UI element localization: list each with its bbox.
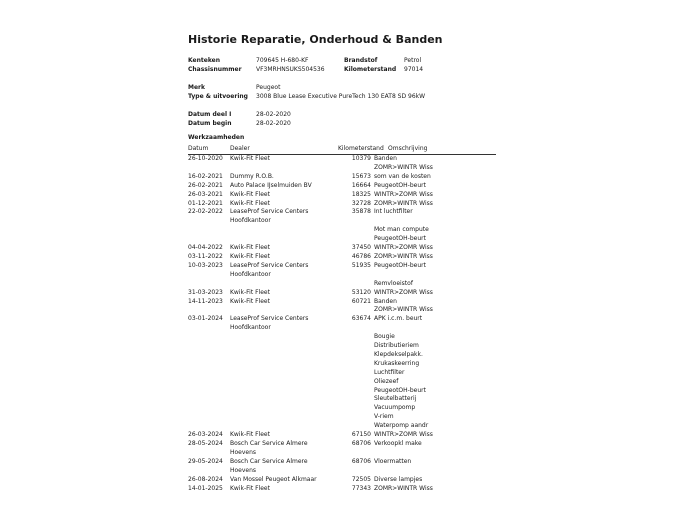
table-header bbox=[188, 144, 496, 155]
description-line: ZOMR>WINTR Wiss bbox=[374, 252, 433, 260]
kilometerstand-label: Kilometerstand bbox=[344, 66, 397, 73]
table-row bbox=[188, 476, 496, 485]
type-uitvoering-label: Type & uitvoering bbox=[188, 93, 248, 100]
row-km: 37450 bbox=[351, 244, 371, 252]
row-description bbox=[374, 440, 496, 449]
row-km: 46786 bbox=[351, 252, 371, 260]
table-row bbox=[188, 191, 496, 200]
row-date: 04-04-2022 bbox=[188, 244, 223, 252]
row-km: 16664 bbox=[351, 181, 371, 189]
table-row bbox=[188, 262, 496, 289]
row-date: 03-01-2024 bbox=[188, 315, 223, 323]
kilometerstand-value: 97014 bbox=[404, 66, 424, 73]
section-title: Werkzaamheden bbox=[188, 134, 245, 141]
description-line: Verkoopkl make bbox=[374, 440, 422, 447]
kenteken-value: 709645 H-680-KF bbox=[256, 57, 309, 64]
description-line: Krukaskeerring bbox=[374, 359, 420, 367]
row-km: 72505 bbox=[351, 475, 371, 483]
row-description bbox=[374, 262, 496, 289]
row-dealer: Kwik-Fit Fleet bbox=[230, 252, 270, 260]
row-description bbox=[374, 200, 496, 209]
description-line bbox=[374, 324, 496, 333]
row-km: 10379 bbox=[351, 155, 371, 162]
description-line: WINTR>ZOMR Wiss bbox=[374, 431, 433, 439]
datum-deel-label: Datum deel I bbox=[188, 111, 232, 118]
row-dealer: Van Mossel Peugeot Alkmaar bbox=[230, 475, 317, 483]
row-description bbox=[374, 244, 496, 253]
row-date: 22-02-2022 bbox=[188, 208, 223, 216]
description-line: Distributieriem bbox=[374, 342, 419, 350]
row-date: 10-03-2023 bbox=[188, 261, 223, 269]
description-line: Oliezeef bbox=[374, 377, 399, 385]
description-line bbox=[374, 217, 496, 226]
description-line: WINTR>ZOMR Wiss bbox=[374, 190, 433, 198]
table-row bbox=[188, 244, 496, 253]
row-dealer: LeaseProf Service Centers Hoofdkantoor bbox=[230, 315, 309, 332]
row-date: 28-05-2024 bbox=[188, 440, 223, 447]
row-date: 26-03-2021 bbox=[188, 190, 223, 198]
row-dealer: Dummy R.O.B. bbox=[230, 172, 274, 180]
row-dealer: Kwik-Fit Fleet bbox=[230, 297, 270, 305]
description-line: Mot man compute bbox=[374, 226, 429, 234]
row-date: 31-03-2023 bbox=[188, 288, 223, 296]
row-km: 35878 bbox=[351, 208, 371, 216]
row-description bbox=[374, 191, 496, 200]
table-row bbox=[188, 315, 496, 431]
row-dealer: Kwik-Fit Fleet bbox=[230, 199, 270, 207]
row-date: 29-05-2024 bbox=[188, 457, 223, 465]
description-line: Int luchtfilter bbox=[374, 208, 413, 216]
row-km: 60721 bbox=[351, 297, 371, 305]
kenteken-label: Kenteken bbox=[188, 57, 220, 64]
row-dealer: Bosch Car Service Almere Hoevens bbox=[230, 440, 308, 456]
row-date: 16-02-2021 bbox=[188, 172, 223, 180]
description-line: Remvloeistof bbox=[374, 279, 413, 287]
row-dealer: Kwik-Fit Fleet bbox=[230, 190, 270, 198]
row-km: 53120 bbox=[351, 288, 371, 296]
column-header-desc: Omschrijving bbox=[388, 145, 428, 152]
row-dealer: Kwik-Fit Fleet bbox=[230, 431, 270, 439]
table-row bbox=[188, 253, 496, 262]
row-date: 26-03-2024 bbox=[188, 431, 223, 439]
column-header-km: Kilometerstand bbox=[338, 145, 384, 152]
description-line: WINTR>ZOMR Wiss bbox=[374, 288, 433, 296]
column-header-date: Datum bbox=[188, 145, 209, 152]
description-line: Banden bbox=[374, 155, 397, 162]
row-dealer: Bosch Car Service Almere Hoevens bbox=[230, 457, 308, 474]
brandstof-value: Petrol bbox=[404, 57, 422, 64]
row-km: 77343 bbox=[351, 484, 371, 492]
column-header-dealer: Dealer bbox=[230, 145, 250, 152]
description-line: APK i.c.m. beurt bbox=[374, 315, 423, 323]
row-km: 51935 bbox=[351, 261, 371, 269]
row-date: 14-01-2025 bbox=[188, 484, 223, 492]
description-line: Waterpomp aandr bbox=[374, 422, 429, 430]
row-description bbox=[374, 315, 496, 431]
row-dealer: Kwik-Fit Fleet bbox=[230, 244, 270, 252]
table-row bbox=[188, 458, 496, 476]
merk-value: Peugeot bbox=[256, 84, 281, 91]
description-line: PeugeotOH-beurt bbox=[374, 235, 426, 243]
merk-label: Merk bbox=[188, 84, 205, 91]
row-date: 01-12-2021 bbox=[188, 199, 223, 207]
table-row bbox=[188, 155, 496, 173]
description-line: Bougie bbox=[374, 333, 395, 341]
table-row bbox=[188, 289, 496, 298]
description-line: Banden bbox=[374, 297, 397, 305]
row-date: 26-02-2021 bbox=[188, 181, 223, 189]
description-line: PeugeotOH-beurt bbox=[374, 181, 426, 189]
description-line: Vloermatten bbox=[374, 457, 412, 465]
row-km: 63674 bbox=[351, 315, 371, 323]
datum-begin-value: 28-02-2020 bbox=[256, 120, 291, 127]
row-date: 26-10-2020 bbox=[188, 155, 223, 162]
row-description bbox=[374, 155, 496, 173]
description-line: ZOMR>WINTR Wiss bbox=[374, 199, 433, 207]
table-row bbox=[188, 431, 496, 440]
datum-begin-label: Datum begin bbox=[188, 120, 232, 127]
row-dealer: Kwik-Fit Fleet bbox=[230, 288, 270, 296]
description-line: som van de kosten bbox=[374, 172, 431, 180]
row-date: 14-11-2023 bbox=[188, 297, 223, 305]
table-row bbox=[188, 173, 496, 182]
row-description bbox=[374, 182, 496, 191]
description-line: ZOMR>WINTR Wiss bbox=[374, 163, 433, 171]
row-km: 15673 bbox=[351, 172, 371, 180]
description-line: PeugeotOH-beurt bbox=[374, 386, 426, 394]
row-date: 03-11-2022 bbox=[188, 252, 223, 260]
type-uitvoering-value: 3008 Blue Lease Executive PureTech 130 EAT8 SD 96kW bbox=[256, 93, 426, 100]
table-row bbox=[188, 200, 496, 209]
row-description bbox=[374, 173, 496, 182]
page-title: Historie Reparatie, Onderhoud & Banden bbox=[188, 33, 443, 46]
row-description bbox=[374, 458, 496, 467]
work-table-body bbox=[188, 155, 496, 493]
row-description bbox=[374, 289, 496, 298]
description-line: Sleutelbatterij bbox=[374, 395, 417, 403]
row-date: 26-08-2024 bbox=[188, 475, 223, 483]
row-description bbox=[374, 253, 496, 262]
row-dealer: Kwik-Fit Fleet bbox=[230, 484, 270, 492]
row-dealer: LeaseProf Service Centers Hoofdkantoor bbox=[230, 208, 309, 225]
description-line: V-riem bbox=[374, 413, 394, 421]
table-row bbox=[188, 182, 496, 191]
brandstof-label: Brandstof bbox=[344, 57, 378, 64]
row-km: 67150 bbox=[351, 431, 371, 439]
row-dealer: Auto Palace IJselmuiden BV bbox=[230, 181, 312, 189]
description-line: PeugeotOH-beurt bbox=[374, 261, 426, 269]
table-row bbox=[188, 298, 496, 316]
row-description bbox=[374, 485, 496, 494]
row-description bbox=[374, 208, 496, 244]
chassisnummer-value: VF3MRHNSUKS504536 bbox=[256, 66, 325, 73]
description-line: Diverse lampjes bbox=[374, 475, 423, 483]
row-km: 32728 bbox=[351, 199, 371, 207]
chassisnummer-label: Chassisnummer bbox=[188, 66, 242, 73]
row-dealer: Kwik-Fit Fleet bbox=[230, 155, 270, 162]
row-km: 68706 bbox=[351, 440, 371, 447]
row-description bbox=[374, 476, 496, 485]
row-description bbox=[374, 298, 496, 316]
description-line: WINTR>ZOMR Wiss bbox=[374, 244, 433, 252]
description-line: ZOMR>WINTR Wiss bbox=[374, 484, 433, 492]
description-line: Vacuumpomp bbox=[374, 404, 416, 412]
description-line: ZOMR>WINTR Wiss bbox=[374, 306, 433, 314]
table-row bbox=[188, 485, 496, 494]
description-line: Luchtfilter bbox=[374, 368, 405, 376]
description-line: Klepdekselpakk. bbox=[374, 350, 423, 358]
table-row bbox=[188, 208, 496, 244]
datum-deel-value: 28-02-2020 bbox=[256, 111, 291, 118]
row-dealer: LeaseProf Service Centers Hoofdkantoor bbox=[230, 261, 309, 278]
row-description bbox=[374, 431, 496, 440]
table-row bbox=[188, 440, 496, 458]
row-km: 68706 bbox=[351, 457, 371, 465]
description-line bbox=[374, 271, 496, 280]
row-km: 18325 bbox=[351, 190, 371, 198]
